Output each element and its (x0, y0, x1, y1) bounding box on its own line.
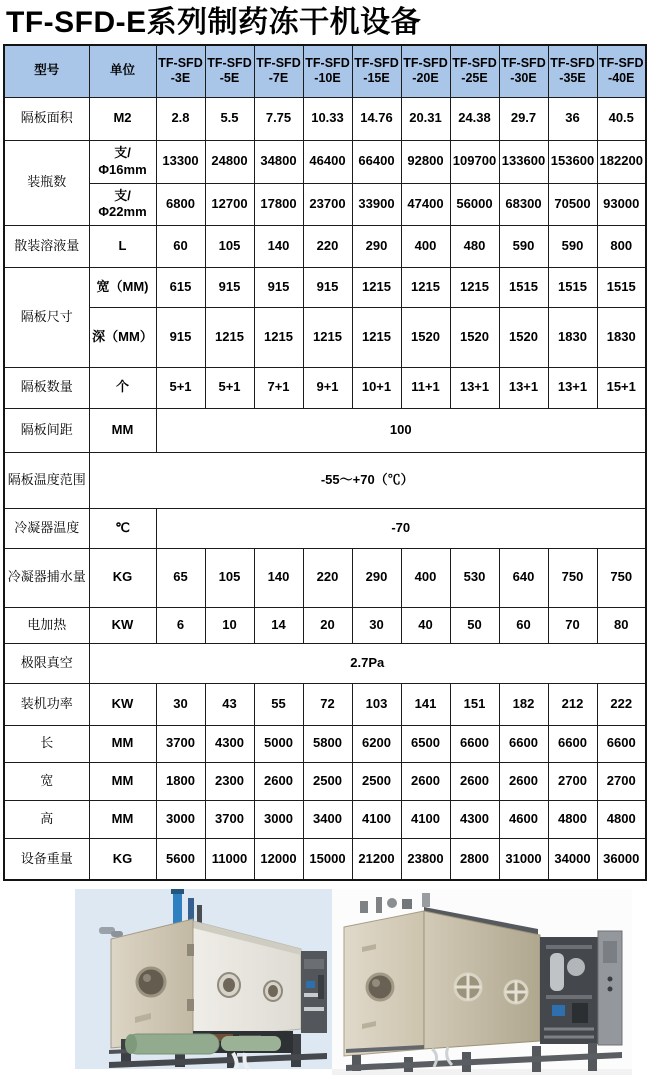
value-cell: 4600 (499, 800, 548, 838)
table-row (4, 725, 646, 762)
value-cell: 530 (450, 548, 499, 607)
value-cell: 3700 (205, 800, 254, 838)
value-cell: 43 (205, 683, 254, 725)
value-cell: 6500 (401, 725, 450, 762)
table-row (4, 408, 646, 452)
value-cell: 590 (499, 225, 548, 267)
value-cell: 109700 (450, 140, 499, 183)
model-name-line2: -30E (510, 71, 537, 86)
value-cell: 55 (254, 683, 303, 725)
table-row (4, 452, 646, 508)
value-cell: 105 (205, 225, 254, 267)
model-name-line2: -20E (412, 71, 439, 86)
table-row (4, 267, 646, 307)
value-cell: 151 (450, 683, 499, 725)
model-name-line2: -7E (268, 71, 289, 86)
value-cell: 93000 (597, 183, 646, 225)
value-cell: 34800 (254, 140, 303, 183)
value-cell: 6600 (597, 725, 646, 762)
value-cell: 36000 (597, 838, 646, 880)
merged-value-cell: -55～+70（℃） (89, 452, 646, 508)
unit-cell: 深（MM） (89, 307, 156, 367)
unit-cell: 支/Φ16mm (89, 140, 156, 183)
value-cell: 80 (597, 607, 646, 643)
value-cell: 220 (303, 548, 352, 607)
value-cell: 6800 (156, 183, 205, 225)
value-cell: 1515 (499, 267, 548, 307)
model-name-line2: -35E (559, 71, 586, 86)
column-header-model-40E (597, 45, 646, 97)
column-header-model-3E (156, 45, 205, 97)
value-cell: 1520 (401, 307, 450, 367)
value-cell: 1800 (156, 762, 205, 800)
table-row (4, 225, 646, 267)
row-label: 隔板面积 (4, 97, 89, 140)
value-cell: 5+1 (156, 367, 205, 408)
value-cell: 7+1 (254, 367, 303, 408)
value-cell: 153600 (548, 140, 597, 183)
model-name-line1: TF-SFD (403, 55, 448, 70)
model-name-line1: TF-SFD (158, 55, 203, 70)
value-cell: 70500 (548, 183, 597, 225)
model-name-line2: -5E (219, 71, 240, 86)
row-label: 设备重量 (4, 838, 89, 880)
value-cell: 915 (156, 307, 205, 367)
value-cell: 1215 (450, 267, 499, 307)
value-cell: 1215 (303, 307, 352, 367)
right-machine-unit-rack (540, 937, 598, 1044)
value-cell: 10 (205, 607, 254, 643)
unit-cell: ℃ (89, 508, 156, 548)
product-photos (0, 889, 650, 1075)
value-cell: 13300 (156, 140, 205, 183)
row-label: 隔板温度范围 (4, 452, 89, 508)
left-machine-unit-section (301, 951, 327, 1033)
value-cell: 36 (548, 97, 597, 140)
value-cell: 222 (597, 683, 646, 725)
value-cell: 4300 (450, 800, 499, 838)
value-cell: 60 (499, 607, 548, 643)
value-cell: 12700 (205, 183, 254, 225)
value-cell: 70 (548, 607, 597, 643)
value-cell: 40 (401, 607, 450, 643)
value-cell: 14 (254, 607, 303, 643)
model-name-line1: TF-SFD (207, 55, 252, 70)
column-header-model-35E (548, 45, 597, 97)
value-cell: 2800 (450, 838, 499, 880)
unit-cell: KG (89, 548, 156, 607)
value-cell: 34000 (548, 838, 597, 880)
value-cell: 6200 (352, 725, 401, 762)
value-cell: 24.38 (450, 97, 499, 140)
value-cell: 11+1 (401, 367, 450, 408)
table-row (4, 800, 646, 838)
value-cell: 750 (597, 548, 646, 607)
page-title: TF-SFD-E系列制药冻干机设备 (6, 6, 422, 39)
value-cell: 5.5 (205, 97, 254, 140)
unit-cell: MM (89, 408, 156, 452)
value-cell: 3700 (156, 725, 205, 762)
column-header-model: 型号 (4, 45, 89, 97)
table-row (4, 183, 646, 225)
merged-value-cell: 2.7Pa (89, 643, 646, 683)
value-cell: 133600 (499, 140, 548, 183)
row-label: 隔板数量 (4, 367, 89, 408)
value-cell: 92800 (401, 140, 450, 183)
value-cell: 1215 (352, 307, 401, 367)
value-cell: 5000 (254, 725, 303, 762)
unit-cell: KW (89, 683, 156, 725)
value-cell: 2.8 (156, 97, 205, 140)
value-cell: 1830 (597, 307, 646, 367)
value-cell: 105 (205, 548, 254, 607)
value-cell: 615 (156, 267, 205, 307)
table-row (4, 607, 646, 643)
freeze-dryer-machine-photo-left (75, 889, 332, 1075)
value-cell: 23700 (303, 183, 352, 225)
model-name-line1: TF-SFD (550, 55, 595, 70)
value-cell: 640 (499, 548, 548, 607)
row-label: 高 (4, 800, 89, 838)
value-cell: 2700 (548, 762, 597, 800)
table-row (4, 548, 646, 607)
model-name-line2: -15E (363, 71, 390, 86)
value-cell: 66400 (352, 140, 401, 183)
value-cell: 915 (303, 267, 352, 307)
value-cell: 68300 (499, 183, 548, 225)
value-cell: 10.33 (303, 97, 352, 140)
left-machine-door (111, 919, 194, 1048)
unit-cell: MM (89, 800, 156, 838)
unit-cell: MM (89, 725, 156, 762)
value-cell: 33900 (352, 183, 401, 225)
value-cell: 20.31 (401, 97, 450, 140)
value-cell: 480 (450, 225, 499, 267)
value-cell: 60 (156, 225, 205, 267)
value-cell: 65 (156, 548, 205, 607)
value-cell: 212 (548, 683, 597, 725)
value-cell: 29.7 (499, 97, 548, 140)
value-cell: 1215 (352, 267, 401, 307)
column-header-model-20E (401, 45, 450, 97)
value-cell: 21200 (352, 838, 401, 880)
unit-cell: MM (89, 762, 156, 800)
column-header-model-7E (254, 45, 303, 97)
model-name-line1: TF-SFD (256, 55, 301, 70)
value-cell: 2300 (205, 762, 254, 800)
value-cell: 140 (254, 225, 303, 267)
value-cell: 13+1 (450, 367, 499, 408)
column-header-model-10E (303, 45, 352, 97)
table-row (4, 508, 646, 548)
value-cell: 10+1 (352, 367, 401, 408)
unit-cell: L (89, 225, 156, 267)
value-cell: 140 (254, 548, 303, 607)
table-row (4, 762, 646, 800)
value-cell: 5600 (156, 838, 205, 880)
value-cell: 12000 (254, 838, 303, 880)
value-cell: 5+1 (205, 367, 254, 408)
left-machine-frame (109, 1031, 327, 1069)
value-cell: 4300 (205, 725, 254, 762)
value-cell: 1215 (401, 267, 450, 307)
value-cell: 1520 (450, 307, 499, 367)
value-cell: 750 (548, 548, 597, 607)
value-cell: 3400 (303, 800, 352, 838)
model-name-line2: -3E (170, 71, 191, 86)
value-cell: 20 (303, 607, 352, 643)
unit-cell: M2 (89, 97, 156, 140)
value-cell: 103 (352, 683, 401, 725)
column-header-model-25E (450, 45, 499, 97)
model-name-line1: TF-SFD (354, 55, 399, 70)
value-cell: 11000 (205, 838, 254, 880)
value-cell: 290 (352, 225, 401, 267)
value-cell: 4800 (548, 800, 597, 838)
value-cell: 6600 (548, 725, 597, 762)
table-row (4, 97, 646, 140)
column-header-model-30E (499, 45, 548, 97)
value-cell: 182 (499, 683, 548, 725)
value-cell: 6600 (450, 725, 499, 762)
value-cell: 30 (156, 683, 205, 725)
row-label: 冷凝器捕水量 (4, 548, 89, 607)
spec-table-body (4, 97, 646, 880)
value-cell: 4100 (401, 800, 450, 838)
value-cell: 2700 (597, 762, 646, 800)
right-machine-door (344, 911, 424, 1056)
row-label: 隔板尺寸 (4, 267, 89, 367)
model-name-line1: TF-SFD (305, 55, 350, 70)
table-row (4, 307, 646, 367)
model-name-line1: TF-SFD (599, 55, 644, 70)
value-cell: 24800 (205, 140, 254, 183)
value-cell: 2600 (401, 762, 450, 800)
value-cell: 220 (303, 225, 352, 267)
spec-table (3, 44, 647, 881)
value-cell: 31000 (499, 838, 548, 880)
value-cell: 6600 (499, 725, 548, 762)
column-header-unit: 单位 (89, 45, 156, 97)
value-cell: 14.76 (352, 97, 401, 140)
value-cell: 13+1 (548, 367, 597, 408)
value-cell: 2600 (450, 762, 499, 800)
value-cell: 30 (352, 607, 401, 643)
value-cell: 15000 (303, 838, 352, 880)
merged-value-cell: -70 (156, 508, 646, 548)
value-cell: 17800 (254, 183, 303, 225)
value-cell: 182200 (597, 140, 646, 183)
value-cell: 2600 (499, 762, 548, 800)
value-cell: 2600 (254, 762, 303, 800)
column-header-model-15E (352, 45, 401, 97)
table-row (4, 367, 646, 408)
value-cell: 46400 (303, 140, 352, 183)
value-cell: 56000 (450, 183, 499, 225)
model-name-line2: -10E (314, 71, 341, 86)
value-cell: 47400 (401, 183, 450, 225)
row-label: 散装溶液量 (4, 225, 89, 267)
merged-value-cell: 100 (156, 408, 646, 452)
value-cell: 13+1 (499, 367, 548, 408)
row-label: 宽 (4, 762, 89, 800)
value-cell: 915 (205, 267, 254, 307)
value-cell: 50 (450, 607, 499, 643)
model-name-line1: TF-SFD (501, 55, 546, 70)
value-cell: 1215 (205, 307, 254, 367)
left-machine-green-tank (125, 1034, 281, 1054)
value-cell: 3000 (156, 800, 205, 838)
value-cell: 23800 (401, 838, 450, 880)
right-machine-chamber-side (424, 911, 540, 1049)
value-cell: 9+1 (303, 367, 352, 408)
unit-cell: KW (89, 607, 156, 643)
table-row (4, 45, 646, 97)
model-name-line2: -40E (608, 71, 635, 86)
table-row (4, 643, 646, 683)
value-cell: 1515 (597, 267, 646, 307)
unit-cell: 个 (89, 367, 156, 408)
value-cell: 1520 (499, 307, 548, 367)
value-cell: 141 (401, 683, 450, 725)
row-label: 装瓶数 (4, 140, 89, 225)
value-cell: 5800 (303, 725, 352, 762)
table-row (4, 838, 646, 880)
value-cell: 4800 (597, 800, 646, 838)
table-row (4, 683, 646, 725)
value-cell: 1515 (548, 267, 597, 307)
unit-cell: KG (89, 838, 156, 880)
value-cell: 1830 (548, 307, 597, 367)
spec-table-header (4, 45, 646, 97)
row-label: 冷凝器温度 (4, 508, 89, 548)
value-cell: 800 (597, 225, 646, 267)
unit-cell: 支/Φ22mm (89, 183, 156, 225)
value-cell: 15+1 (597, 367, 646, 408)
value-cell: 4100 (352, 800, 401, 838)
row-label: 装机功率 (4, 683, 89, 725)
right-machine-control-cabinet (598, 931, 622, 1045)
row-label: 电加热 (4, 607, 89, 643)
value-cell: 6 (156, 607, 205, 643)
value-cell: 590 (548, 225, 597, 267)
column-header-model-5E (205, 45, 254, 97)
value-cell: 915 (254, 267, 303, 307)
model-name-line2: -25E (461, 71, 488, 86)
unit-cell: 宽（MM) (89, 267, 156, 307)
value-cell: 7.75 (254, 97, 303, 140)
model-name-line1: TF-SFD (452, 55, 497, 70)
freeze-dryer-machine-photo-right (332, 889, 632, 1075)
row-label: 隔板间距 (4, 408, 89, 452)
value-cell: 2500 (352, 762, 401, 800)
value-cell: 400 (401, 548, 450, 607)
value-cell: 40.5 (597, 97, 646, 140)
value-cell: 2500 (303, 762, 352, 800)
value-cell: 72 (303, 683, 352, 725)
row-label: 极限真空 (4, 643, 89, 683)
value-cell: 400 (401, 225, 450, 267)
value-cell: 3000 (254, 800, 303, 838)
value-cell: 290 (352, 548, 401, 607)
table-row (4, 140, 646, 183)
row-label: 长 (4, 725, 89, 762)
value-cell: 1215 (254, 307, 303, 367)
